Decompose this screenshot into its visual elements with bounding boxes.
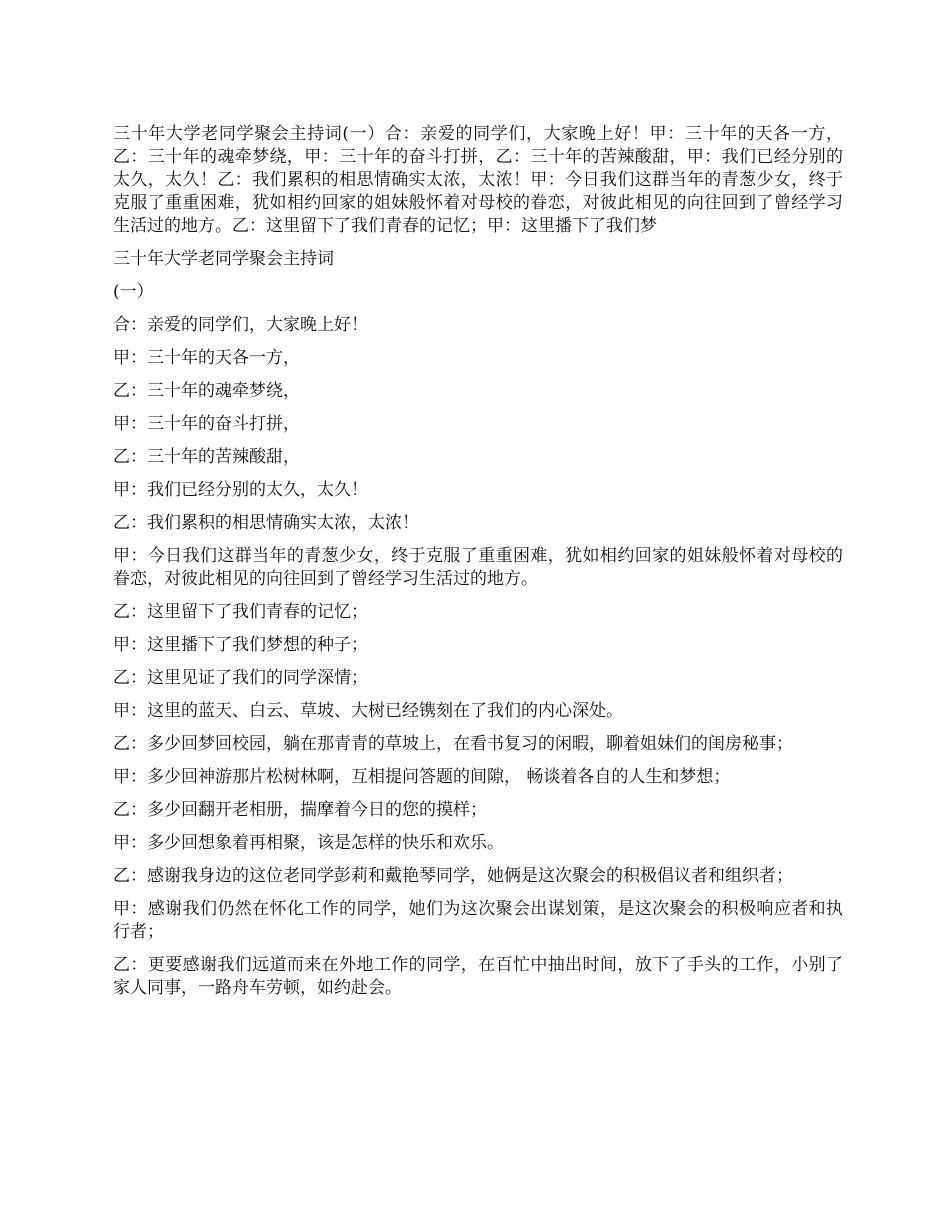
script-line: 甲：感谢我们仍然在怀化工作的同学，她们为这次聚会出谋划策，是这次聚会的积极响应者和执行者； <box>113 899 843 942</box>
script-line: 乙：感谢我身边的这位老同学彭莉和戴艳琴同学，她俩是这次聚会的积极倡议者和组织者； <box>113 866 793 886</box>
script-line: 乙：三十年的魂牵梦绕， <box>113 381 300 401</box>
section-number: (一） <box>113 282 154 302</box>
script-line: 甲：这里播下了我们梦想的种子； <box>113 635 368 655</box>
script-line: 甲：三十年的奋斗打拼， <box>113 414 300 434</box>
script-line: 乙：这里留下了我们青春的记忆； <box>113 602 368 622</box>
script-line: 乙：多少回翻开老相册，揣摩着今日的您的摸样； <box>113 800 487 820</box>
script-line: 甲：这里的蓝天、白云、草坡、大树已经镌刻在了我们的内心深处。 <box>113 701 623 721</box>
intro-paragraph: 三十年大学老同学聚会主持词(一）合：亲爱的同学们，大家晚上好！甲：三十年的天各一方，乙：三十年的魂牵梦绕，甲：三十年的奋斗打拼，乙：三十年的苦辣酸甜，甲：我们已经分别的太久，太久！乙：我们累积的相思情确实太浓，太浓！甲：今日我们这群当年的青葱少女，终于克服了重重困难，犹如相约回家的姐妹般怀着对母校的眷恋，对彼此相见的向往回到了曾经学习生活过的地方。乙：这里留下了我们青春的记忆；甲：这里播下了我们梦 <box>113 124 843 236</box>
script-line: 甲：今日我们这群当年的青葱少女，终于克服了重重困难，犹如相约回家的姐妹般怀着对母校的眷恋，对彼此相见的向往回到了曾经学习生活过的地方。 <box>113 546 843 589</box>
script-line: 甲：我们已经分别的太久，太久！ <box>113 480 368 500</box>
script-line: 合：亲爱的同学们，大家晚上好！ <box>113 315 368 335</box>
script-line: 乙：我们累积的相思情确实太浓，太浓！ <box>113 513 419 533</box>
script-line: 乙：这里见证了我们的同学深情； <box>113 668 368 688</box>
script-line: 乙：更要感谢我们远道而来在外地工作的同学，在百忙中抽出时间，放下了手头的工作，小别了家人同事，一路舟车劳顿，如约赴会。 <box>113 955 843 998</box>
script-line: 乙：三十年的苦辣酸甜， <box>113 447 300 467</box>
script-line: 甲：多少回想象着再相聚，该是怎样的快乐和欢乐。 <box>113 833 504 853</box>
script-line: 乙：多少回梦回校园，躺在那青青的草坡上，在看书复习的闲暇，聊着姐妹们的闺房秘事； <box>113 734 793 754</box>
script-line: 甲：三十年的天各一方， <box>113 348 300 368</box>
document-body <box>113 123 843 1010</box>
script-line: 甲：多少回神游那片松树林啊，互相提问答题的间隙， 畅谈着各自的人生和梦想； <box>113 767 731 787</box>
document-title: 三十年大学老同学聚会主持词 <box>113 249 334 269</box>
